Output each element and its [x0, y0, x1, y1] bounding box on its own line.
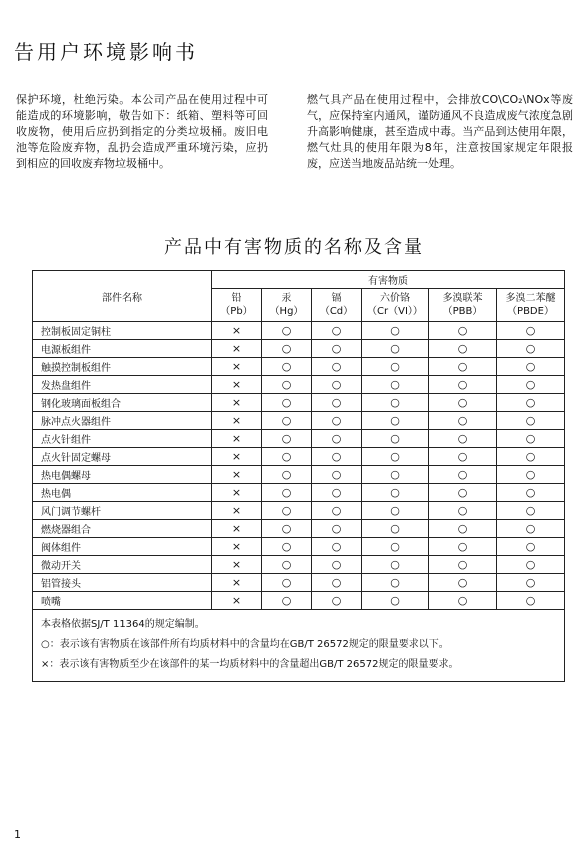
substance-mark-cell: ○ — [262, 520, 312, 538]
part-name-cell: 热电偶螺母 — [33, 466, 212, 484]
substance-mark-cell: × — [212, 556, 262, 574]
table-row — [33, 376, 565, 394]
table-row — [33, 502, 565, 520]
part-name-cell: 钢化玻璃面板组合 — [33, 394, 212, 412]
substance-symbol: （Cr（VI）） — [367, 306, 423, 317]
substance-name: 多溴联苯 — [442, 293, 483, 304]
substance-symbol: （Hg） — [269, 306, 304, 317]
table-row — [33, 448, 565, 466]
substance-mark-cell: ○ — [429, 502, 497, 520]
part-name-cell: 铝管接头 — [33, 574, 212, 592]
substance-mark-cell: ○ — [497, 448, 565, 466]
substance-mark-cell: ○ — [312, 412, 362, 430]
substance-mark-cell: ○ — [262, 340, 312, 358]
substance-column-header — [362, 289, 429, 322]
substance-mark-cell: ○ — [312, 394, 362, 412]
substance-mark-cell: ○ — [312, 430, 362, 448]
substance-mark-cell: ○ — [497, 520, 565, 538]
substance-column-header — [429, 289, 497, 322]
substance-mark-cell: × — [212, 466, 262, 484]
substance-mark-cell: ○ — [362, 538, 429, 556]
table-row — [33, 340, 565, 358]
substance-mark-cell: ○ — [262, 412, 312, 430]
substance-mark-cell: ○ — [312, 358, 362, 376]
substance-column-header — [312, 289, 362, 322]
substance-mark-cell: × — [212, 376, 262, 394]
substance-mark-cell: ○ — [429, 520, 497, 538]
part-name-cell: 热电偶 — [33, 484, 212, 502]
substance-mark-cell: ○ — [262, 538, 312, 556]
substance-mark-cell: ○ — [429, 592, 497, 610]
substance-mark-cell: ○ — [262, 466, 312, 484]
substance-mark-cell: ○ — [362, 556, 429, 574]
part-name-cell: 脉冲点火器组件 — [33, 412, 212, 430]
substance-mark-cell: × — [212, 484, 262, 502]
substance-mark-cell: ○ — [262, 322, 312, 340]
table-row — [33, 592, 565, 610]
table-row — [33, 520, 565, 538]
substance-mark-cell: ○ — [362, 430, 429, 448]
substance-name: 多溴二苯醚 — [505, 293, 556, 304]
substance-mark-cell: × — [212, 574, 262, 592]
substance-symbol: （PBDE） — [507, 306, 554, 317]
substance-mark-cell: ○ — [312, 574, 362, 592]
part-name-cell: 燃烧器组合 — [33, 520, 212, 538]
table-row — [33, 538, 565, 556]
substance-mark-cell: ○ — [497, 502, 565, 520]
substance-mark-cell: ○ — [362, 322, 429, 340]
table-row — [33, 556, 565, 574]
table-title: 产品中有害物质的名称及含量 — [164, 237, 424, 258]
substance-mark-cell: × — [212, 520, 262, 538]
table-row — [33, 574, 565, 592]
substance-mark-cell: ○ — [429, 412, 497, 430]
substance-mark-cell: ○ — [262, 376, 312, 394]
substance-mark-cell: × — [212, 322, 262, 340]
part-name-header: 部件名称 — [33, 271, 212, 322]
substance-mark-cell: × — [212, 430, 262, 448]
part-name-cell: 发热盘组件 — [33, 376, 212, 394]
substance-mark-cell: ○ — [312, 538, 362, 556]
table-note: 本表格依据SJ/T 11364的规定编制。 — [41, 619, 205, 630]
substance-symbol: （PBB） — [442, 306, 483, 317]
substance-mark-cell: ○ — [262, 556, 312, 574]
substance-mark-cell: ○ — [262, 358, 312, 376]
intro-paragraph-gas-emission: 燃气具产品在使用过程中，会排放CO\CO₂\NOx等废气，应保持室内通风，谨防通风不良造成废气浓度急剧升高影响健康，甚至造成中毒。当产品到达使用年限，燃气灶具的使用年限为8年，注意按国家规定年限报废，应送当地废品站统一处理。 — [307, 93, 573, 170]
page-title: 告用户环境影响书 — [14, 40, 198, 64]
part-name-cell: 喷嘴 — [33, 592, 212, 610]
substance-mark-cell: ○ — [262, 430, 312, 448]
substance-mark-cell: ○ — [312, 556, 362, 574]
substance-mark-cell: ○ — [262, 448, 312, 466]
substance-mark-cell: ○ — [312, 484, 362, 502]
part-name-cell: 触摸控制板组件 — [33, 358, 212, 376]
substance-mark-cell: ○ — [362, 466, 429, 484]
substance-mark-cell: ○ — [429, 376, 497, 394]
substance-name: 汞 — [281, 293, 292, 304]
table-note: ○：表示该有害物质在该部件所有均质材料中的含量均在GB/T 26572规定的限量要求以下。 — [41, 639, 449, 650]
substance-mark-cell: ○ — [497, 592, 565, 610]
substance-mark-cell: × — [212, 412, 262, 430]
substance-mark-cell: ○ — [362, 448, 429, 466]
substance-mark-cell: ○ — [362, 412, 429, 430]
table-row — [33, 358, 565, 376]
substance-symbol: （Cd） — [319, 306, 354, 317]
substance-mark-cell: ○ — [312, 592, 362, 610]
substance-mark-cell: × — [212, 538, 262, 556]
substance-mark-cell: ○ — [362, 592, 429, 610]
substance-mark-cell: ○ — [312, 376, 362, 394]
substance-name: 六价铬 — [380, 293, 410, 304]
substance-mark-cell: ○ — [497, 484, 565, 502]
substance-mark-cell: × — [212, 592, 262, 610]
substance-mark-cell: ○ — [429, 322, 497, 340]
substance-column-header — [497, 289, 565, 322]
substance-mark-cell: ○ — [362, 358, 429, 376]
substance-mark-cell: ○ — [312, 340, 362, 358]
table-row — [33, 430, 565, 448]
substance-mark-cell: ○ — [312, 466, 362, 484]
substance-mark-cell: ○ — [362, 394, 429, 412]
table-row — [33, 484, 565, 502]
substance-mark-cell: × — [212, 502, 262, 520]
substance-mark-cell: ○ — [497, 430, 565, 448]
substance-mark-cell: ○ — [429, 430, 497, 448]
part-name-cell: 点火针组件 — [33, 430, 212, 448]
substance-mark-cell: ○ — [497, 466, 565, 484]
part-name-cell: 阀体组件 — [33, 538, 212, 556]
substance-mark-cell: ○ — [312, 448, 362, 466]
substance-mark-cell: × — [212, 358, 262, 376]
substance-mark-cell: ○ — [429, 556, 497, 574]
substance-mark-cell: ○ — [362, 340, 429, 358]
substance-mark-cell: × — [212, 394, 262, 412]
table-row — [33, 412, 565, 430]
substance-mark-cell: ○ — [429, 340, 497, 358]
table-row — [33, 466, 565, 484]
substance-mark-cell: ○ — [362, 502, 429, 520]
page-number: 1 — [14, 828, 21, 841]
part-name-cell: 风门调节螺杆 — [33, 502, 212, 520]
substance-mark-cell: × — [212, 448, 262, 466]
substance-mark-cell: ○ — [429, 448, 497, 466]
substance-mark-cell: ○ — [429, 394, 497, 412]
part-name-cell: 电源板组件 — [33, 340, 212, 358]
substance-column-header — [262, 289, 312, 322]
substance-mark-cell: ○ — [262, 574, 312, 592]
substance-mark-cell: ○ — [312, 502, 362, 520]
substance-mark-cell: ○ — [497, 574, 565, 592]
hazardous-substances-header: 有害物质 — [212, 271, 565, 289]
substance-mark-cell: ○ — [429, 574, 497, 592]
table-note: ×：表示该有害物质至少在该部件的某一均质材料中的含量超出GB/T 26572规定的限量要求。 — [41, 659, 459, 670]
substance-mark-cell: ○ — [262, 592, 312, 610]
substance-mark-cell: ○ — [262, 394, 312, 412]
substance-mark-cell: ○ — [312, 520, 362, 538]
substance-mark-cell: ○ — [362, 484, 429, 502]
part-name-cell: 控制板固定铜柱 — [33, 322, 212, 340]
substance-column-header — [212, 289, 262, 322]
substance-mark-cell: ○ — [497, 394, 565, 412]
substance-name: 镉 — [331, 293, 342, 304]
substance-symbol: （Pb） — [220, 306, 253, 317]
table-row — [33, 394, 565, 412]
part-name-cell: 点火针固定螺母 — [33, 448, 212, 466]
table-notes — [33, 610, 565, 682]
substance-name: 铅 — [231, 293, 242, 304]
substance-mark-cell: ○ — [362, 574, 429, 592]
substance-mark-cell: ○ — [497, 340, 565, 358]
hazardous-substances-table — [32, 270, 565, 682]
intro-paragraph-environment: 保护环境，杜绝污染。本公司产品在使用过程中可能造成的环境影响，敬告如下：纸箱、塑料等可回收废物，使用后应扔到指定的分类垃圾桶。废旧电池等危险废弃物，乱扔会造成严重环境污染，应扔到相应的回收废弃物垃圾桶中。 — [16, 93, 268, 170]
substance-mark-cell: ○ — [262, 484, 312, 502]
substance-mark-cell: ○ — [429, 538, 497, 556]
substance-mark-cell: ○ — [497, 376, 565, 394]
substance-mark-cell: ○ — [497, 412, 565, 430]
substance-mark-cell: ○ — [497, 538, 565, 556]
substance-mark-cell: ○ — [497, 322, 565, 340]
substance-mark-cell: ○ — [497, 358, 565, 376]
substance-mark-cell: ○ — [362, 376, 429, 394]
substance-mark-cell: ○ — [429, 484, 497, 502]
part-name-cell: 微动开关 — [33, 556, 212, 574]
substance-mark-cell: ○ — [497, 556, 565, 574]
substance-mark-cell: ○ — [312, 322, 362, 340]
substance-mark-cell: × — [212, 340, 262, 358]
substance-mark-cell: ○ — [429, 466, 497, 484]
table-row — [33, 322, 565, 340]
substance-mark-cell: ○ — [262, 502, 312, 520]
substance-mark-cell: ○ — [362, 520, 429, 538]
substance-mark-cell: ○ — [429, 358, 497, 376]
